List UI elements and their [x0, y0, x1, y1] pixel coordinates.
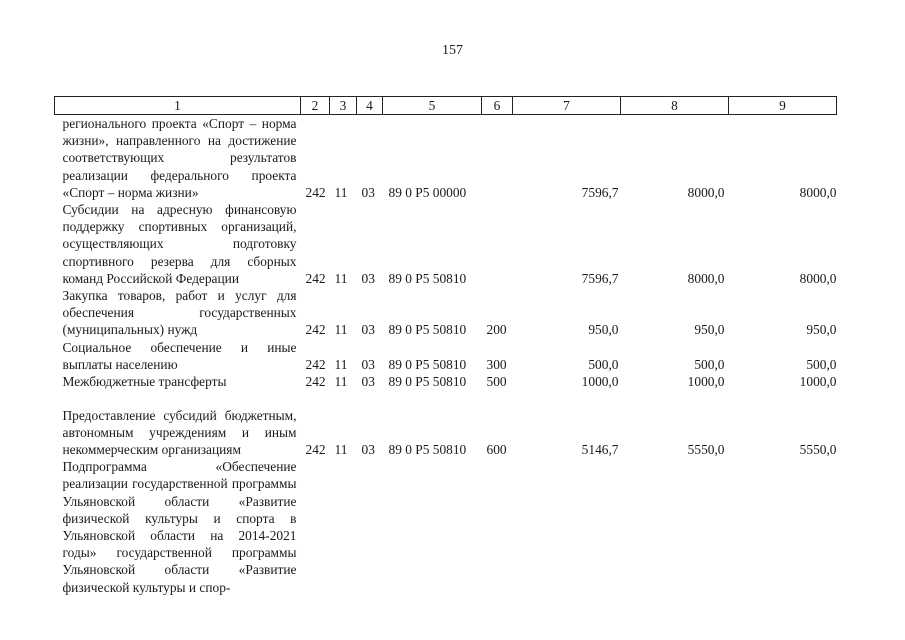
table-row: [55, 287, 837, 339]
row-value-8: 500,0: [694, 356, 725, 372]
row-code-6: [482, 458, 513, 596]
header-col-6: 6: [482, 97, 513, 115]
row-name: Подпрограмма «Обеспечение реализации государственной программы Ульяновской области «Развитие физической культуры и спорта в Ульяновской области на 2014-2021 годы» государственной программы Ульяновской области «Развитие физической культуры и спор-: [62, 459, 297, 595]
row-value-9: 950,0: [806, 322, 837, 338]
row-code-2: 242: [305, 184, 326, 200]
header-row: [55, 97, 837, 115]
row-value-7: 500,0: [588, 356, 619, 372]
row-code-5: 89 0 P5 00000: [388, 184, 467, 200]
header-col-2: 2: [301, 97, 330, 115]
row-name: регионального проекта «Спорт – норма жизни», направленного на достижение соответствующих результатов реализации федерального проекта «Спорт – норма жизни»: [62, 116, 297, 200]
row-value-7: 7596,7: [581, 270, 619, 286]
row-value-7: 1000,0: [581, 374, 619, 390]
row-value-8: 8000,0: [687, 270, 725, 286]
table-row: [55, 201, 837, 287]
row-value-9: [729, 458, 837, 596]
row-code-3: 11: [334, 374, 348, 390]
row-code-5: 89 0 P5 50810: [388, 322, 467, 338]
row-code-4: 03: [361, 356, 375, 372]
row-value-7: 5146,7: [581, 442, 619, 458]
row-code-6: 500: [486, 374, 507, 390]
row-name: Предоставление субсидий бюджетным, автономным учреждениям и иным некоммерческим организациям: [62, 407, 297, 458]
row-value-9: 8000,0: [799, 270, 837, 286]
table-row: [55, 373, 837, 390]
header-col-4: 4: [357, 97, 383, 115]
row-value-7: 7596,7: [581, 184, 619, 200]
row-code-5: [383, 458, 482, 596]
row-value-7: 950,0: [588, 322, 619, 338]
table-row: [55, 339, 837, 373]
row-code-5: 89 0 P5 50810: [388, 270, 467, 286]
table-row: [55, 390, 837, 458]
row-code-2: 242: [305, 442, 326, 458]
row-code-4: 03: [361, 270, 375, 286]
row-code-2: 242: [305, 374, 326, 390]
row-name: Межбюджетные трансферты: [62, 374, 227, 390]
row-value-8: 8000,0: [687, 184, 725, 200]
header-col-8: 8: [621, 97, 729, 115]
header-col-3: 3: [330, 97, 357, 115]
header-col-1: 1: [55, 97, 301, 115]
row-code-4: [357, 458, 383, 596]
row-value-8: [621, 458, 729, 596]
row-value-8: 5550,0: [687, 442, 725, 458]
row-code-3: 11: [334, 184, 348, 200]
row-name: Закупка товаров, работ и услуг для обеспечения государственных (муниципальных) нужд: [62, 288, 297, 338]
row-code-4: 03: [361, 442, 375, 458]
row-code-3: 11: [334, 356, 348, 372]
row-code-6: 200: [486, 322, 507, 338]
row-code-2: 242: [305, 356, 326, 372]
row-code-3: [330, 458, 357, 596]
row-name: Социальное обеспечение и иные выплаты населению: [62, 339, 297, 372]
row-value-9: 8000,0: [799, 184, 837, 200]
row-code-5: 89 0 P5 50810: [388, 374, 467, 390]
row-value-9: 500,0: [806, 356, 837, 372]
header-col-5: 5: [383, 97, 482, 115]
row-code-3: 11: [334, 442, 348, 458]
row-value-8: 1000,0: [687, 374, 725, 390]
row-code-3: 11: [334, 270, 348, 286]
table-row: [55, 458, 837, 596]
row-name: Субсидии на адресную финансовую поддержку спортивных организаций, осуществляющих подготовку спортивного резерва для сборных команд Российской Федерации: [62, 202, 297, 286]
row-code-4: 03: [361, 184, 375, 200]
row-code-4: 03: [361, 322, 375, 338]
row-code-2: 242: [305, 322, 326, 338]
header-col-7: 7: [513, 97, 621, 115]
header-col-9: 9: [729, 97, 837, 115]
row-code-5: 89 0 P5 50810: [388, 442, 467, 458]
table-row: [55, 115, 837, 202]
row-code-2: 242: [305, 270, 326, 286]
row-code-6: 600: [486, 442, 507, 458]
row-code-3: 11: [334, 322, 348, 338]
row-code-6: [482, 201, 513, 287]
table-body: [55, 115, 837, 596]
row-value-9: 5550,0: [799, 442, 837, 458]
row-code-2: [301, 458, 330, 596]
row-code-5: 89 0 P5 50810: [388, 356, 467, 372]
row-code-6: 300: [486, 356, 507, 372]
row-value-8: 950,0: [694, 322, 725, 338]
budget-table: [54, 96, 837, 596]
page-number: 157: [442, 43, 463, 58]
row-value-9: 1000,0: [799, 374, 837, 390]
row-code-6: [482, 115, 513, 202]
table-header: [55, 97, 837, 115]
row-value-7: [513, 458, 621, 596]
row-code-4: 03: [361, 374, 375, 390]
